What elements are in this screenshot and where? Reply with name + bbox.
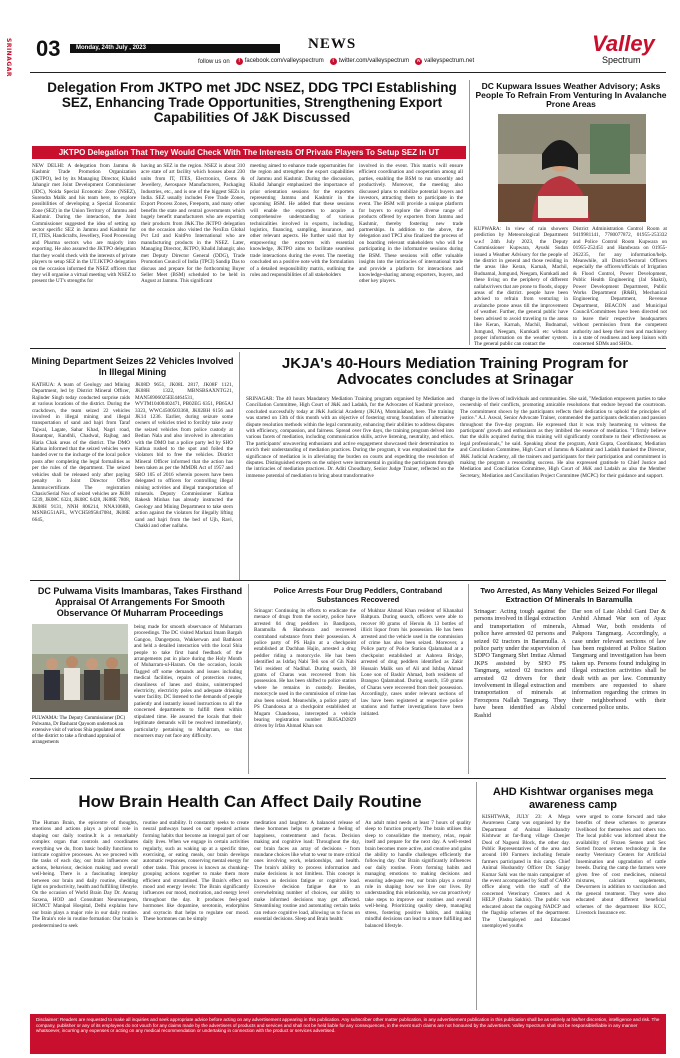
section-rule [30, 778, 666, 779]
column-divider [239, 352, 240, 580]
twitter-icon: t [330, 58, 337, 65]
ahd-col-1: KISHTWAR, JULY 23: A Mega Awareness Camp was organised by the Department of Animal Husbandry Kishtwar at far-flung village Chenjer Dool of Nagseni Block, the other day. Public Representatives of the area and around 100 Farmers including female farmers participated in this camp. Chief Animal Husbandry Officer Dr. Sanjay Kumar Sahi was the main campaigner of the event accompanied by Staff of CAHO office along with the staff of the concerned Veterinary Centers and A HELP (Pashu Sakhis). The public was educated about the ongoing NADCP and the flagship schemes of the department. The Unemployed and Educated unemployed youths [482, 814, 570, 929]
twitter-text: twitter.com/valleyspectrum [338, 58, 410, 64]
logo-sub: Spectrum [602, 55, 641, 65]
visit-photo [32, 624, 128, 712]
brain-col-1: The Human Brain, the epicentre of thoughts, emotions and actions plays a pivotal role in shaping our daily routine.It is a remarkably complex organ that controls and coordinates everything we do, from basic bodily functions to intricate cognitive processes. As we proceed with the tasks of each day, our brain influences our actions, behaviour, decision making and overall well-being. There is a fascinating interplay between our brain and daily routine, shedding light on productivity, health and fulfilling lifestyle. On the occasion of World Brain Day Dr. Anurag Saxena, HOD and Consultant Neurosurgeon, HCMCT Manipal Hospital, Delhi explains how our brain plays a major role in our daily routine. The Brain's role in routine formation: Our brain is predetermined to seek [32, 820, 138, 929]
kupwara-photo [498, 114, 646, 222]
brain-col-2: routine and stability. It constantly seeks to create neural pathways based on our repeated actions forming habits that become an integral part of our daily lives. When we engage in certain activities regularly, such as waking up at a specific time, exercising, or eating meals, our brain develops automatic responses, conserving mental energy for other tasks. This process is known as chunking- grouping actions together to make them more efficient and streamlined. The Brain's effect on mood and energy levels: The Brain significantly influences our mood, motivation, and energy level throughout the day. It produces feel-good hormones like dopamine, serotonin, endorphins and oxytocin that helps to regulate our mood. These hormones can be simply [143, 820, 249, 923]
facebook-icon: f [236, 58, 243, 65]
logo [592, 33, 672, 73]
police-col-1: Srinagar: Continuing its efforts to eradicate the menace of drugs from the society, police have arrested 04 drug peddlers in Bandipora, Baramulla & Handwara and recovered contraband substance from their possession. A police party of PS Hajin at a checkpoint established at Dachhan Hajin, arrested a drug peddler riding a motorcycle. He has been identified as Ishfaq Nabi Teli son of Gh Nabi Teli resident of Nadihal. During search, 38 grams of Charas was recovered from his possession. He has been shifted to police station where he remains in custody. Besides, motorcycle used in the commission of crime has also been seized. Meanwhile, a police party of PS Chandoosa at a checkpoint established at Mugam Chandoosa, intercepted a vehicle bearing registration number JK05AD2829 driven by Irfan Ahmad Khan son [254, 608, 356, 730]
mining-col-1: KATHUA: A team of Geology and Mining Department, led by District Mineral Officer, Rajinder Singh today conducted surprise raids at various locations of the district. During the crackdown, the team seized 22 vehicles involved in illegal mining and illegal transportation of sand and bajri from Taraf Tajwal, Lagate, Sahar Khad, Nagri road, Basantpur, Kandhli, Chadwal, Rajbag and Haria Chak areas of the district. The DMO Kathua informed that the seized vehicles were handed over to the incharge of the local police posts after completing the legal formalities as per the rules of the department. The seized vehicles shall be released only after paying penalty in Joint Director Office Jammu/certificate. The registration Chasis/Serial Nos of seized vehicles are JK08 5239, JK08C 6324, JK08C 6428, JK08E 7808, JK08H 9131, NNH 806214, NNA1068B, MSNBG51AFL, WYCH5895847084, JK08E 6645, [32, 382, 130, 523]
pulwama-caption: PULWAMA: The Deputy Commissioner (DC) Pulwama, Dr Basharat Qayoom undertook an extensive visit of various Shia populated areas of the district to take a firsthand appraisal of arrangements [32, 716, 126, 745]
kupwara-col-1: KUPWARA: In view of rain showers prediction by Meteorological Department w.e.f 24th July 2023, the Deputy Commissioner Kupwara, Ayushi Sudan issued a Weather Advisory for the people of the district in general and those residing in the areas like Keran, Karnah, Machil, Budnamal, Jumgund, Neegam, Kumkadi and these living on the periphery of different nallahs/rivers that are prone to floods, sloppy areas of the district. people have been advised to refrain from venturing in avalanche prone areas till the improvement of weather. Further, the general public have been advised to avoid traveling to the areas like Keran, Karnah, Machil, Budnamal, Jumgund, Neegam, Kumkadi etc without proper information on the weather system. The general public can contact the [474, 226, 568, 348]
police-headline: Police Arrests Four Drug Peddlers, Contraband Substances Recovered [273, 586, 443, 604]
lead-col-4: involved in the event. This matrix will ensure efficient coordination and cooperation among all parties, enabling the BSM to run smoothly and productively. Moreover, the meeting also discussed plans to mobilize potential buyers and investors, attracting them to participate in the event. The BSM will provide a unique platform for buyers to explore the diverse range of products offered by exporters from Jammu and Kashmir, thereby fostering new trade partnerships. In addition to the above, the delegation and TPCI also finalized the process of on boarding relevant stakeholders who will be participating in the informative sessions during the BSM. These sessions will offer valuable insights into the intricacies of international trade and provide a platform for interactions and knowledge-sharing among exporters, buyers, and other key players. [359, 163, 463, 285]
ahd-col-2: were urged to come forward and take benefits of these schemes to generate livelihood for themselves and others too. The local public was informed about the availability of Frozen Semen and Sex Sorted frozen semen technology in the nearby Veterinary Centers for Artificial Insemination and upgradation of cattle breeds. During the camp the farmers were given free of cost medicines, mineral mixtures, calcium supplements, Dewormers in addition to vaccination and the general treatment. They were also educated about different beneficial schemes of the department like KCC, Livestock Insurance etc. [576, 814, 666, 917]
page-number: 03 [36, 36, 61, 61]
section-rule [30, 348, 666, 349]
lead-col-3: meeting aimed to enhance trade opportunities for the region and strengthen the export capabilities of Jammu and Kashmir. During the discussion, Khalid Jahangir emphasized the importance of prior orientation sessions for the exporters representing Jammu and Kashmir in the upcoming BSM. He added that these sessions will enable the exporters to acquire a comprehensive understanding of various technicalities involved in exports, including, logistics, financing, sampling, insurance, and other relevant aspects. He further said that by empowering the exporters with essential knowledge, JKTPO aims to facilitate seamless trade interactions during the event. The meeting concluded on a positive note with the formulation of a detailed responsibility matrix, outlining the roles and responsibilities of all stakeholders [250, 163, 354, 278]
date-bar: Monday, 24th July , 2023 [70, 44, 280, 53]
officer-portrait [498, 114, 646, 222]
pulwama-col-2: being made for smooth observance of Muharram proceedings. The DC visited Markazi Imam Bargah Gangoo, Dangerpora, Wakkerwan and Bathkoot and held a detailed interaction with the local Shia people to take first hand feedback of the arrangements put in place during the Holy Month of Muharram-ul-Haram. On the occasion, locals flagged off some demands and issues including medical facilities, repairs of protection routes, cleanliness of lanes and drains, uninterrupted electricity, electricity poles and adequate drinking water facility. DC listened to the demands of people patiently and instantly issued instructions to all the concerned departments to fulfill them within stipulated time. He assured the locals that their legitimate demands will be resolved immediately, particularly pertaining to Muharram, so that mourners may not face any difficulty. [134, 624, 242, 739]
pulwama-photo [32, 624, 128, 712]
side-tag: SRINAGAR [5, 38, 12, 78]
jkja-headline: JKJA's 40-Hours Mediation Training Program for Advocates concludes at Srinagar [281, 355, 629, 388]
header-rule [30, 72, 666, 73]
lead-col-2: having an SEZ in the region. NSEZ is about 310 acre state of art facility which houses about 230 units from IT, ITES, Electronics, Gems & Jewellery, Aerospace Manufacturers, Packaging Industries, etc., and is one of the biggest SEZs in India. SEZ usually includes Free Trade Zones, Export Process Zones, Freeports, and many other benefits the state and central governments which hugely benefit manufacturers who are exporting their products from J&K.The JKTPO delegation on the occasion also visited the NexEra Global Pvt Ltd and KnitPro International who are manufacturing products in the NSEZ. Later, Managing Director, JKTPO, Khalid Jahangir, also met Deputy Director General (DDG), Trade Promotion Council of India (TPCI) Sandip Das to discuss and prepare for the forthcoming Buyer Seller Meet (BSM) scheduled to be held in August at Jammu. This significant [141, 163, 245, 285]
lead-col-1: NEW DELHI: A delegation from Jammu & Kashmir Trade Promotion Organization (JKTPO), led by its Managing Director, Khalid Jahangir met Joint Development Commissioner (JDC), Noida Special Economic Zone (NSEZ), Surendra Malik and his team here, to explore possibilities of developing a Special Economic Zone (SEZ) in the Union Territory of Jammu and Kashmir. During the interaction, the Joint Commissioner suggested the idea of setting up sector specific SEZ in Jammu and Kashmir for IT, ITES, Handicrafts, Jewellery, Food Processing and Pharma sectors who are majorly into exporting. He also assured the JKTPO delegation that they would check with the interests of private players to setup SEZ in the UT.JKTPO delegation on the occasion informed the NSEZ officers that they will organise a virtual meeting with NSEZ to present the UT's strengths for [32, 163, 137, 285]
column-divider [468, 584, 469, 774]
mining-col-2: JK08D 9651, JK08L 2817, JK08F 1121, JK08H 1322, MBNSBSAXNTG21, MAN56906025EE4464531, WVTM10400402471, PB02EG 6351, PB65AJ 3323, WWC4500503368, JK02BH 6156 and JK14 1236. Earlier, during seizure some owners of vehicles tried to forcibly take away the seized vehicles from police custody at Bedian Nala and also involved in altercation with the DMO but a police party led by SHO Kathua rushed to the spot and foiled the violators bid to free the vehicles. District Mineral Officer informed that the action has been taken as per the MMDR Act of 1957 and SRO 105 of 2016 wherein powers have been delegated to officers for controlling illegal mining activities and illegal transportation of minerals. Deputy Commissioner Kathua Rakesh Minhas has already instructed the Geology and Mining Department to take stern action against the violators for illegally lifting sand and bajri from the bed of Ujh, Ravi, Chakki and other nallahs. [135, 382, 233, 529]
facebook-text: facebook.com/valleyspectrum [244, 58, 324, 64]
facebook-link[interactable] [236, 58, 324, 65]
column-divider [476, 782, 477, 1010]
lead-banner: JKTPO Delegation That They Would Check With The Interests Of Private Players To Setup SEZ In UT [32, 146, 466, 159]
brain-headline: How Brain Health Can Affect Daily Routine [78, 792, 422, 811]
website-link[interactable] [415, 58, 474, 65]
column-divider [248, 584, 249, 774]
section-title: NEWS [308, 36, 357, 52]
follow-label: follow us on [198, 58, 230, 65]
tractors-col-2: Dar son of Late Abdul Gani Dar & Arshid Ahmad War son of Ayaz Ahmad War, both residents of Pakpora Tangmarg. Accordingly, a case under relevant sections of law has been registered at Police Station Tangmarg and investigation has been taken up. Persons found indulging in illegal extraction activities shall be dealt with as per law. Community members are requested to share information regarding the crimes in their neighborhood with their concerned police units. [572, 608, 666, 712]
kupwara-headline: DC Kupwara Issues Weather Advisory; Asks People To Refrain From Venturing In Avalanche Prone Areas [475, 81, 667, 109]
twitter-link[interactable] [330, 58, 409, 65]
tractors-headline: Two Arrested, As Many Vehicles Seized For Illegal Extraction Of Minerals In Baramulla [480, 586, 658, 604]
tractors-col-1: Srinagar: Acting tough against the persons involved in illegal extraction and transportation of minerals, police have arrested 02 persons and seized 02 tractors in Baramulla. A police party under the supervision of SDPO Tangmarg Shri Imtiaz Ahmad JKPS assisted by SHO PS Tangmarg, seized 02 tractors and arrested 02 drivers for their involvement in illegal extraction and transportation of minerals at Ferozpora Nallah Tangmarg. They have been identified as Abdul Rashid [474, 608, 566, 719]
kupwara-col-2: District Administration Control Room at 9419981141, 7780077872, 01955-253332 and Police Control Room Kupwara on 01955-252451 and Handwara on 01955-262235, for any information/help. Meanwhile, all District/Sectoral Officers especially the officers/officials of Irrigation & Flood Control, Power Development, Public Health Engineering (Jal Shakti), Power Development Department, Public Works Department (R&B), Mechanical Engineering Department, Revenue Department, BEACON and Municipal Council/Committees have been directed not to leave their respective headquarters without permission from the competent authority and keep their men and machinery in a state of readiness and keep liaison with concerned SDMs and SHOs. [573, 226, 667, 348]
police-col-2: of Mukhtar Ahmad Khan resident of Khanabal Baltpura. During search, officers were able to recover 80 grams of Heroin & 13 bottles of illicit liquor from his possession. He has been arrested and the vehicle used in the commission of crime has also been seized. Moreover, a Police party of Police Station Qalamabad at a checkpoint established at Aahrera Bridge, arrested of drug peddlers identified as Zakir Hussain Malik son of Ali and Ishfaq Ahmad Lone son of Bashir Ahmad, both residents of Brangoo Qalamabad. During search, 150 grams of Charas were recovered from their possession. Accordingly, cases under relevant sections of law have been registered at respective police stations and further investigations have been initiated. [361, 608, 463, 717]
logo-main: Valley [592, 31, 655, 56]
lead-headline: Delegation From JKTPO met JDC NSEZ, DDG TPCI Establishing SEZ, Enhancing Trade Opportunities, Strengthening Export Capabilities Of J&K Discussed [47, 80, 457, 125]
jkja-col-1: SRINAGAR: The 40 hours Mandatory Mediation Training program organised by Mediation and Conciliation Committee, High Court of J&K and Ladakh, for the Advocates of Kashmir province, concluded successfully today at J&K Judicial Academy (JKJA), Momināabad, here. The training was started on 13th of this month with an objective of fostering strong foundation of alternative dispute resolution methods within the legal community, enhancing their abilities to address disputes with efficiency, compassion, and fairness. Spread over five days, the training program delved into various facets of mediation, including communication skills, active listening, neutrality, and ethics. The participants' unwavering enthusiasm and active engagement showcased their determination to enrich their understanding of mediation practices. During the program, it was emphasized that the significance of mediation is in alleviating the burden on courts and expediting the resolution of disputes. Distinguished experts on the subject were instrumental in guiding the participants through the intricacies of mediation practices. Dr. Aditi Choudhary, Senior Judge Trainer, reflected on the immense potential of mediation to bring about transformative [246, 396, 454, 479]
globe-icon: w [416, 58, 421, 64]
social-links [198, 58, 474, 65]
disclaimer-bar: Disclaimer: Readers are requested to make all inquiries and seek appropriate advice before acting on any advertisement appearing in this publication. Any subscriber other matter publication, in any advertisement publication in this publication shall be as entirely at his/her discretion, intelligence and risk. The company, publisher or any of its employees do not vouch for any claims made by the advertisers of products and services and shall not be held liable for any consequences, in the event such claims are not honoured by the advertisers. Valley Spectrum shall not be responsible/liable in any manner whatsoever, incurring any expenses or acting on any medical recommendation or undertaking in connection with the product or services advertised. [30, 1014, 666, 1054]
jkja-col-2: change in the lives of individuals and communities. She said, "Mediation empowers parties to take ownership of their conflicts, promoting amicable resolutions that endure beyond the courtroom. The commitment shown by the participants reflects their dedication to uphold the principles of justice." A.J. Aswal, Senior Advocate Trainer, commended the participants dedication and passion throughout the five-day program. He expressed that it was truly heartening to witness the participants' growth and enthusiasm as they imbibed the essence of mediation. "I firmly believe that the skills acquired during this training will significantly contribute to their effectiveness as legal professionals," he said. Speaking about the program, Amit Gupta, Coordinator, Mediation and Conciliation Committee, High Court of Jammu & Kashmir and Ladakh thanked the Director, J&K Judicial Academy, all the trainers and participants for their participation and commitment in making the program a resounding success. He also expressed gratitude to Chief Justice and Mediation and Conciliation Committee, High Court of J&K and Ladakh as also the Member Secretary, Mediation and Conciliation Project Committee (MCPC) for their guidance and support. [460, 396, 666, 479]
ahd-headline: AHD Kishtwar organises mega awareness camp [492, 786, 654, 811]
pulwama-headline: DC Pulwama Visits Imambaras, Takes Firsthand Appraisal Of Arrangements For Smooth Observance Of Muharram Proceedings [37, 586, 243, 618]
column-divider [469, 80, 470, 345]
brain-col-4: An adult mind needs at least 7 hours of quality sleep to function properly. The brain utilises this sleep to consolidate the memory, relax, repair itself and prepare for the next day. A well-rested brain becomes more active, and creative and gains the ability to handle challenges efficiently the following day. Our Brain significantly influences our daily routine. From forming habits and managing emotions to making decisions and ensuring adequate rest, our brain plays a central role in shaping how we live our lives. By understanding this relationship, we can proactively take steps to improve our routines and overall well-being. Prioritizing quality sleep, managing stress, fostering positive habits, and making mindful decisions can lead to a more fulfilling and balanced lifestyle. [365, 820, 471, 929]
mining-headline: Mining Department Seizes 22 Vehicles Involved In Illegal Mining [31, 356, 234, 377]
section-rule [30, 580, 666, 581]
website-text: valleyspectrum.net [424, 58, 475, 64]
brain-col-3: meditation and laughter. A balanced release of these hormones helps to generate a feeling of happiness, contentment and focus. Decision making and cognitive load: Throughout the day, our brain faces an array of decisions - from mundane choices like what to wear to more critical ones involving work, relationships, and health. The brain's ability to process information and make decisions is not limitless. This concept is known as decision fatigue or cognitive load. Excessive decision fatigue due to an overwhelming number of choices, our ability to make informed decisions may get affected. Streamlining routine and automating certain tasks can reduce cognitive load, allowing us to focus on essential decisions. Sleep and Brain health: [254, 820, 361, 923]
